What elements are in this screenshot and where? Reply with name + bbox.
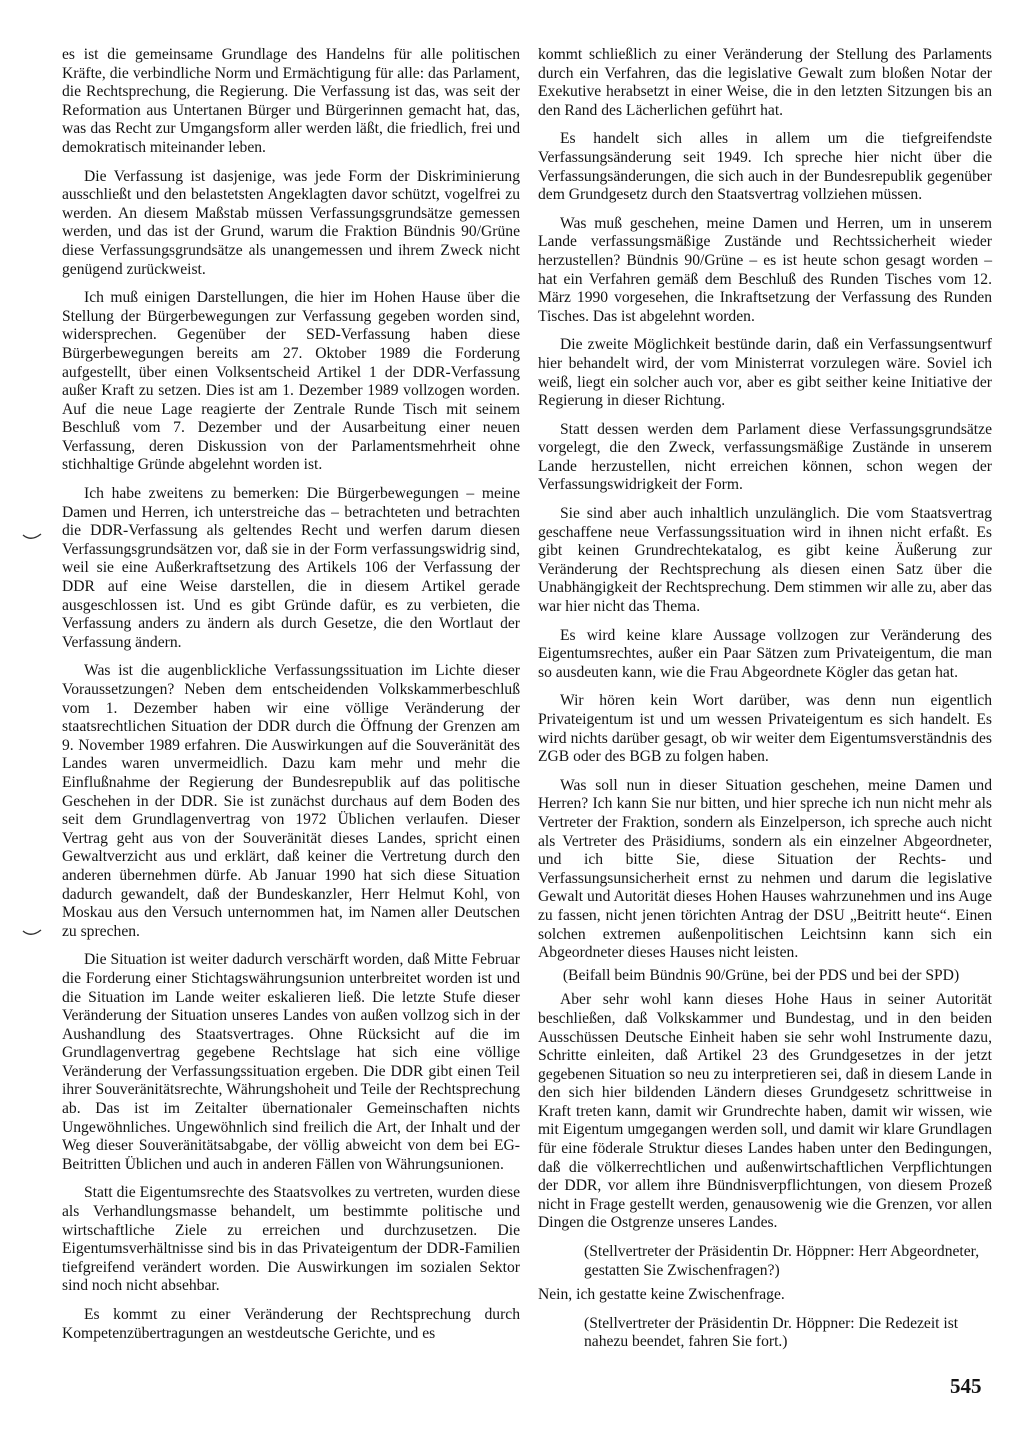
paragraph: Ich habe zweitens zu bemerken: Die Bürgerbewegungen – meine Damen und Herren, ich unterstreiche das – betrachteten und betrachten die DDR-Verfassung als geltendes Recht und werfen darum diesen Verfassungsgrundsätzen vor, daß sie in der Form verfassungswidrig sind, weil sie eine Außerkraftsetzung des Artikels 106 der Verfassung der DDR auf eine Weise darstellen, die in diesem Artikel gerade ausgeschlossen ist. Und es gibt Gründe dafür, es zu verbieten, die Verfassung anders zu ändern als durch Gesetze, die den Wortlaut der Verfassung ändern. [62,485,520,651]
paragraph: Die zweite Möglichkeit bestünde darin, daß ein Verfassungsentwurf hier behandelt wird, der vom Ministerrat vorzulegen wäre. Soviel ich weiß, liegt ein solcher auch vor, aber es gibt seither keine Initiative der Regierung in dieser Richtung. [538,336,992,410]
paragraph: Was ist die augenblickliche Verfassungssituation im Lichte dieser Voraussetzungen? Neben dem entscheidenden Volkskammerbeschluß vom 1. Dezember haben wir eine völlige Veränderung der staatsrechtlichen Situation der DDR durch die Öffnung der Grenzen am 9. November 1989 erfahren. Die Auswirkungen auf die Souveränität des Landes waren unvermeidlich. Dazu kam mehr und mehr die Einflußnahme der Regierung der Bundesrepublik auf das politische Geschehen in der DDR. Sie ist zunächst durchaus auf dem Boden des seit dem Grundlagenvertrag von 1972 Üblichen verlaufen. Dieser Vertrag geht aus von der Souveränität dieses Landes, spricht einen Gewaltverzicht aus und erklärt, daß keiner die Vertretung durch den anderen übernehmen dürfe. Ab Januar 1990 hat sich diese Situation dadurch gewandelt, daß der Bundeskanzler, Herr Helmut Kohl, von Moskau aus den Versuch unternommen hat, im Namen aller Deutschen zu sprechen. [62,662,520,940]
paragraph: Es kommt zu einer Veränderung der Rechtsprechung durch Kompetenzübertragungen an westdeutsche Gerichte, und es [62,1306,520,1342]
paragraph: es ist die gemeinsame Grundlage des Handelns für alle politischen Kräfte, die verbindliche Norm und Ermächtigung für alle: das Parlament, die Rechtsprechung, die Regierung. Die Verfassung ist das, was seit der Reformation aus Untertanen Bürger und Bürgerinnen gemacht hat, das, was das Recht zur Umgangsform aller werden läßt, die friedlich, frei und demokratisch miteinander leben. [62,46,520,156]
paragraph: Die Situation ist weiter dadurch verschärft worden, daß Mitte Februar die Forderung einer Stichtagswährungsunion unterbreitet worden ist und die Situation im Lande weiter eskalieren ließ. Die letzte Stufe dieser Veränderung der Situation unseres Landes von außen vollzog sich in der Aushandlung des Staatsvertrages. Ohne Rücksicht auf die im Grundlagenvertrag gegebene Rechtslage hat sich eine völlige Veränderung der Verfassungssituation ergeben. Die DDR gibt einen Teil ihrer Souveränitätsrechte, Währungshoheit und Teile der Rechtsprechung ab. Das ist im Zeitalter übernationaler Gemeinschaften nichts Ungewöhnliches. Ungewöhnlich sind freilich die Art, der Inhalt und der Weg dieser Souveränitätsabgabe, der völlig abweicht von dem bei EG-Beitritten Üblichen und auch in anderen Fällen von Währungsunionen. [62,951,520,1173]
paragraph: Es handelt sich alles in allem um die tiefgreifendste Verfassungsänderung seit 1949. Ich spreche hier nicht über die Verfassungsänderungen, die sich auch in der Bundesrepublik gegenüber dem Grundgesetz durch den Staatsvertrag vollziehen müssen. [538,130,992,204]
applause-note: (Beifall beim Bündnis 90/Grüne, bei der PDS und bei der SPD) [562,966,960,984]
reply-line: Nein, ich gestatte keine Zwischenfrage. [538,1286,785,1304]
interjection-note: (Stellvertreter der Präsidentin Dr. Höppner: Herr Abgeordneter, gestatten Sie Zwischenfragen?) [584,1243,980,1279]
page-number: 545 [950,1374,982,1398]
paragraph: Die Verfassung ist dasjenige, was jede Form der Diskriminierung ausschließt und den belastetsten Angeklagten davor schützt, vogelfrei zu werden. An diesem Maßstab müssen Verfassungsgrundsätze gemessen werden, und das ist der Grund, warum die Fraktion Bündnis 90/Grüne diese Verfassungsgrundsätze als unangemessen und ihrem Zweck nicht genügend zurückweist. [62,167,520,278]
paragraph: Sie sind aber auch inhaltlich unzulänglich. Die vom Staatsvertrag geschaffene neue Verfassungssituation wird in ihnen nicht erfaßt. Es gibt keinen Grundrechtekatalog, es gibt keine Äußerung zur Veränderung der Rechtsprechung als diesen einen Satz über die Unabhängigkeit der Rechtsprechung. Dem stimmen wir alle zu, aber das war hier nicht das Thema. [538,505,992,616]
paragraph: Ich muß einigen Darstellungen, die hier im Hohen Hause über die Stellung der Bürgerbewegungen zur Verfassung gegeben worden sind, widersprechen. Gegenüber der SED-Verfassung haben diese Bürgerbewegungen bereits am 27. Oktober 1989 die Forderung aufgestellt, über einen Volksentscheid Artikel 1 der DDR-Verfassung außer Kraft zu setzen. Dies ist am 1. Dezember 1989 vollzogen worden. Auf die neue Lage reagierte der Zentrale Runde Tisch mit seinem Beschluß vom 7. Dezember und der Ausarbeitung einer neuen Verfassung, deren Diskussion von der Parlamentsmehrheit ohne stichhaltige Gründe abgelehnt worden ist. [62,289,520,474]
interjection-note: (Stellvertreter der Präsidentin Dr. Höppner: Die Redezeit ist nahezu beendet, fahren Sie fort.) [584,1314,959,1351]
paragraph: Was soll nun in dieser Situation geschehen, meine Damen und Herren? Ich kann Sie nur bitten, und hier spreche ich nun nicht mehr als Vertreter der Fraktion, sondern als Einzelperson, ich spreche auch nicht als Vertreter des Präsidiums, sondern als ein einzelner Abgeordneter, und ich bitte Sie, diese Situation der Rechts- und Verfassungsunsicherheit ernst zu nehmen und darum die legislative Gewalt und Autorität dieses Hohen Hauses wahrzunehmen und ins Auge zu fassen, nicht jenen törichten Antrag der DSU „Beitritt heute“. Einen solchen extremen außenpolitischen Leichtsinn kann sich ein Abgeordneter dieses Hauses nicht leisten. [538,776,992,962]
paragraph: Es wird keine klare Aussage vollzogen zur Veränderung des Eigentumsrechtes, außer ein Paar Sätzen zum Privateigentum, die man so ausdeuten kann, wie die Frau Abgeordnete Kögler das getan hat. [538,626,992,681]
paragraph: Wir hören kein Wort darüber, was denn nun eigentlich Privateigentum ist und um wessen Privateigentum es sich handelt. Es wird nichts darüber gesagt, ob wir weiter dem Eigentumsverständnis des ZGB oder des BGB zu folgen haben. [538,692,992,766]
paragraph: Statt dessen werden dem Parlament diese Verfassungsgrundsätze vorgelegt, die den Zweck, verfassungsmäßige Zustände in unserem Lande herzustellen, nicht erreichen können, schon wegen der Verfassungswidrigkeit der Form. [538,420,992,494]
paragraph: Statt die Eigentumsrechte des Staatsvolkes zu vertreten, wurden diese als Verhandlungsmasse behandelt, um bestimmte politische und wirtschaftliche Ziele zu erreichen und durchzusetzen. Die Eigentumsverhältnisse sind bis in das Privateigentum der DDR-Familien tiefgreifend verändert worden. Die Auswirkungen im sozialen Sektor sind noch nicht absehbar. [62,1184,520,1295]
margin-mark [22,928,42,938]
paragraph: Aber sehr wohl kann dieses Hohe Haus in seiner Autorität beschließen, daß Volkskammer und Bundestag, und in den beiden Ausschüssen Deutsche Einheit haben sie sehr wohl Instrumente dazu, Schritte einleiten, daß Artikel 23 des Grundgesetzes in der jetzt gegebenen Situation so neu zu interpretieren sei, daß in diesem Lande in den sich hier bildenden Ländern dieses Grundgesetz schrittweise in Kraft treten kann, damit wir Grundrechte haben, damit wir wissen, wie mit Eigentum umgegangen werden soll, und damit wir klare Grundlagen für eine föderale Struktur dieses Landes haben unter den Bedingungen, daß die völkerrechtlichen und außenwirtschaftlichen Verpflichtungen der DDR, vor allem ihre Bündnisverpflichtungen, von diesem Prozeß nicht in Frage gestellt werden, genausowenig wie die Grenzen, vor allen Dingen die Ostgrenze unseres Landes. [538,991,992,1232]
paragraph: kommt schließlich zu einer Veränderung der Stellung des Parlaments durch ein Verfahren, das die legislative Gewalt zum bloßen Notar der Exekutive herabsetzt in einer Weise, die in den letzten Sitzungen bis an den Rand des Lächerlichen geführt hat. [538,46,992,119]
margin-mark [22,532,42,542]
left-column [62,46,520,1353]
paragraph: Was muß geschehen, meine Damen und Herren, um in unserem Lande verfassungsmäßige Zustände und Rechtssicherheit wieder herzustellen? Bündnis 90/Grüne – es ist heute schon gesagt worden – hat ein Verfahren gemäß dem Beschluß des Runden Tisches vom 12. März 1990 vorgesehen, die Inkraftsetzung der Verfassung des Runden Tisches. Das ist abgelehnt worden. [538,214,992,325]
right-column [538,46,992,1358]
